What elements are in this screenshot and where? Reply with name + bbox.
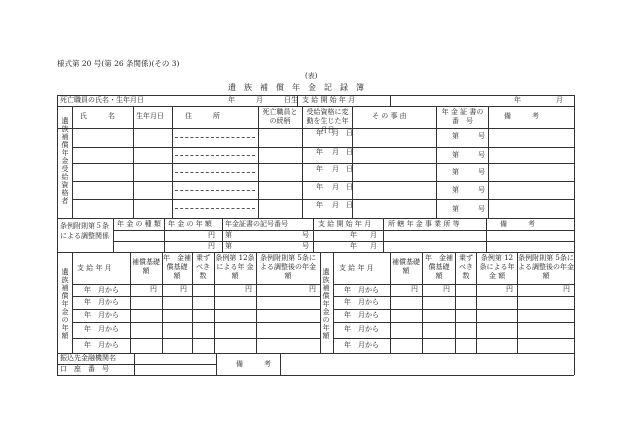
adjust-row-1-go: 号 [302, 231, 309, 239]
deceased-year: 年 [228, 96, 235, 104]
adjust-row-1-yen: 円 [208, 231, 215, 239]
annual-period-l-1: 年 月から [84, 286, 119, 294]
adjust-row-1-nen: 年 [350, 231, 357, 239]
q-row-5-nichi: 日 [346, 201, 353, 209]
header-address: 住 所 [185, 112, 220, 120]
annual-yen-l-3: 円 [245, 285, 252, 293]
deceased-day: 日生 [284, 96, 298, 104]
annual-period-l-2: 年 月から [84, 298, 119, 306]
adjust-row-1-tsuki: 月 [370, 231, 377, 239]
adjust-header-type: 年 金 の 種 類 [117, 220, 161, 228]
adjust-header-start: 支 給 開 始 年 月 [318, 220, 372, 228]
start-month: 月 [556, 96, 563, 104]
annual-yen-r-2: 円 [443, 285, 450, 293]
annual-yen-l-4: 円 [309, 285, 316, 293]
q-row-2-go: 号 [478, 151, 485, 159]
annual-header-art5-r: 条例附則第 5条による調整後の年金額 [518, 254, 574, 280]
header-name: 氏 名 [80, 112, 115, 120]
annual-header-period-l: 支 給 年 月 [77, 264, 112, 272]
annual-period-r-2: 年 月から [344, 298, 379, 306]
adjust-row-1-dai: 第 [225, 231, 232, 239]
q-row-4-go: 号 [478, 186, 485, 194]
q-row-2-tsuki: 月 [332, 148, 339, 156]
annual-period-r-1: 年 月から [344, 286, 379, 294]
form-number: 様式第 20 号(第 26 条関係)(その 3) [57, 59, 180, 68]
header-change-date: 受給資格に変動を生じた年月日 [306, 108, 349, 134]
q-row-4-nichi: 日 [346, 183, 353, 191]
annual-period-r-5: 年 月から [344, 341, 379, 349]
annual-period-r-3: 年 月から [344, 311, 379, 319]
q-row-4-nen: 年 [316, 183, 323, 191]
annual-period-l-3: 年 月から [84, 311, 119, 319]
annual-header-multiplier-l: 乗ずべき数 [196, 254, 210, 280]
q-row-1-nen: 年 [316, 129, 323, 137]
q-row-5-go: 号 [478, 205, 485, 213]
annual-header-multiplier-r: 乗ずべき数 [459, 254, 473, 280]
adjust-row-2-nen: 年 [350, 242, 357, 250]
account-label: 口 座 番 号 [60, 365, 109, 373]
page-title: 遺 族 補 償 年 金 記 録 簿 [228, 83, 364, 92]
adjust-row-2-dai: 第 [225, 242, 232, 250]
side-label: (表) [305, 72, 318, 80]
annual-header-art12-r: 条例第 12条による年 金 額 [479, 254, 515, 280]
q-row-1-dai: 第 [452, 132, 459, 140]
q-row-5-dai: 第 [452, 205, 459, 213]
header-relation: 死亡職員との続柄 [262, 108, 298, 125]
bank-note-label: 備 考 [236, 360, 271, 368]
q-row-3-go: 号 [478, 168, 485, 176]
adjust-header-office: 所 轄 年 金 事 業 所 等 [388, 220, 460, 228]
q-row-3-nen: 年 [316, 165, 323, 173]
deceased-month: 月 [256, 96, 263, 104]
q-row-2-nen: 年 [316, 148, 323, 156]
q-row-1-tsuki: 月 [332, 129, 339, 137]
annual-header-base-l: 補償基礎額 [132, 258, 160, 275]
q-row-3-tsuki: 月 [332, 165, 339, 173]
bank-label: 振込先金融機関名 [60, 354, 116, 362]
adjust-side-label: 条例附則第５条による調整関係 [60, 222, 109, 240]
adjust-header-cert: 年金証書の記号番号 [225, 220, 288, 228]
q-row-2-dai: 第 [452, 151, 459, 159]
annual-header-base-amount-l: 年 金補償基礎 額 [163, 254, 195, 280]
annual-header-art12-l: 条例第 12条による年 金 額 [215, 254, 255, 280]
start-year: 年 [514, 96, 521, 104]
adjust-row-2-go: 号 [302, 242, 309, 250]
q-row-3-nichi: 日 [346, 165, 353, 173]
q-row-1-nichi: 日 [346, 129, 353, 137]
adjust-row-2-tsuki: 月 [370, 242, 377, 250]
header-cert-no: 年 金 証 書の 番 号 [441, 108, 491, 125]
header-note: 備 考 [504, 112, 539, 120]
annual-yen-r-4: 円 [563, 285, 570, 293]
qualified-side-label: 遺族補償年金受給資格者 [61, 117, 69, 205]
q-row-3-dai: 第 [452, 168, 459, 176]
annual-header-base-r: 補償基礎額 [392, 258, 420, 275]
adjust-row-2-yen: 円 [208, 242, 215, 250]
adjust-header-note: 備 考 [500, 220, 535, 228]
header-reason: そ の 事 由 [372, 112, 407, 120]
annual-period-l-5: 年 月から [84, 341, 119, 349]
annual-yen-r-1: 円 [411, 285, 418, 293]
start-label: 支 給 開 始 年 月 [302, 96, 356, 104]
annual-side-label-right: 遺族補償年金の年額 [322, 268, 330, 340]
q-row-5-tsuki: 月 [332, 201, 339, 209]
annual-header-period-r: 支 給 年 月 [339, 264, 374, 272]
annual-yen-l-1: 円 [150, 285, 157, 293]
annual-yen-r-3: 円 [506, 285, 513, 293]
q-row-1-go: 号 [478, 132, 485, 140]
q-row-5-nen: 年 [316, 201, 323, 209]
q-row-2-nichi: 日 [346, 148, 353, 156]
annual-header-art5-l: 条例附則第 5条による調整後の年金額 [260, 254, 316, 280]
header-birth: 生年月日 [136, 112, 164, 120]
deceased-label: 死亡職員の氏名・生年月日 [60, 96, 144, 104]
annual-period-r-4: 年 月から [344, 325, 379, 333]
adjust-header-amount: 年 金 の 年 額 [168, 220, 212, 228]
q-row-4-tsuki: 月 [332, 183, 339, 191]
q-row-4-dai: 第 [452, 186, 459, 194]
annual-period-l-4: 年 月から [84, 325, 119, 333]
annual-header-base-amount-r: 年 金補償基礎 額 [425, 254, 457, 280]
annual-side-label-left: 遺族補償年金の年額 [61, 268, 69, 340]
annual-yen-l-2: 円 [180, 285, 187, 293]
